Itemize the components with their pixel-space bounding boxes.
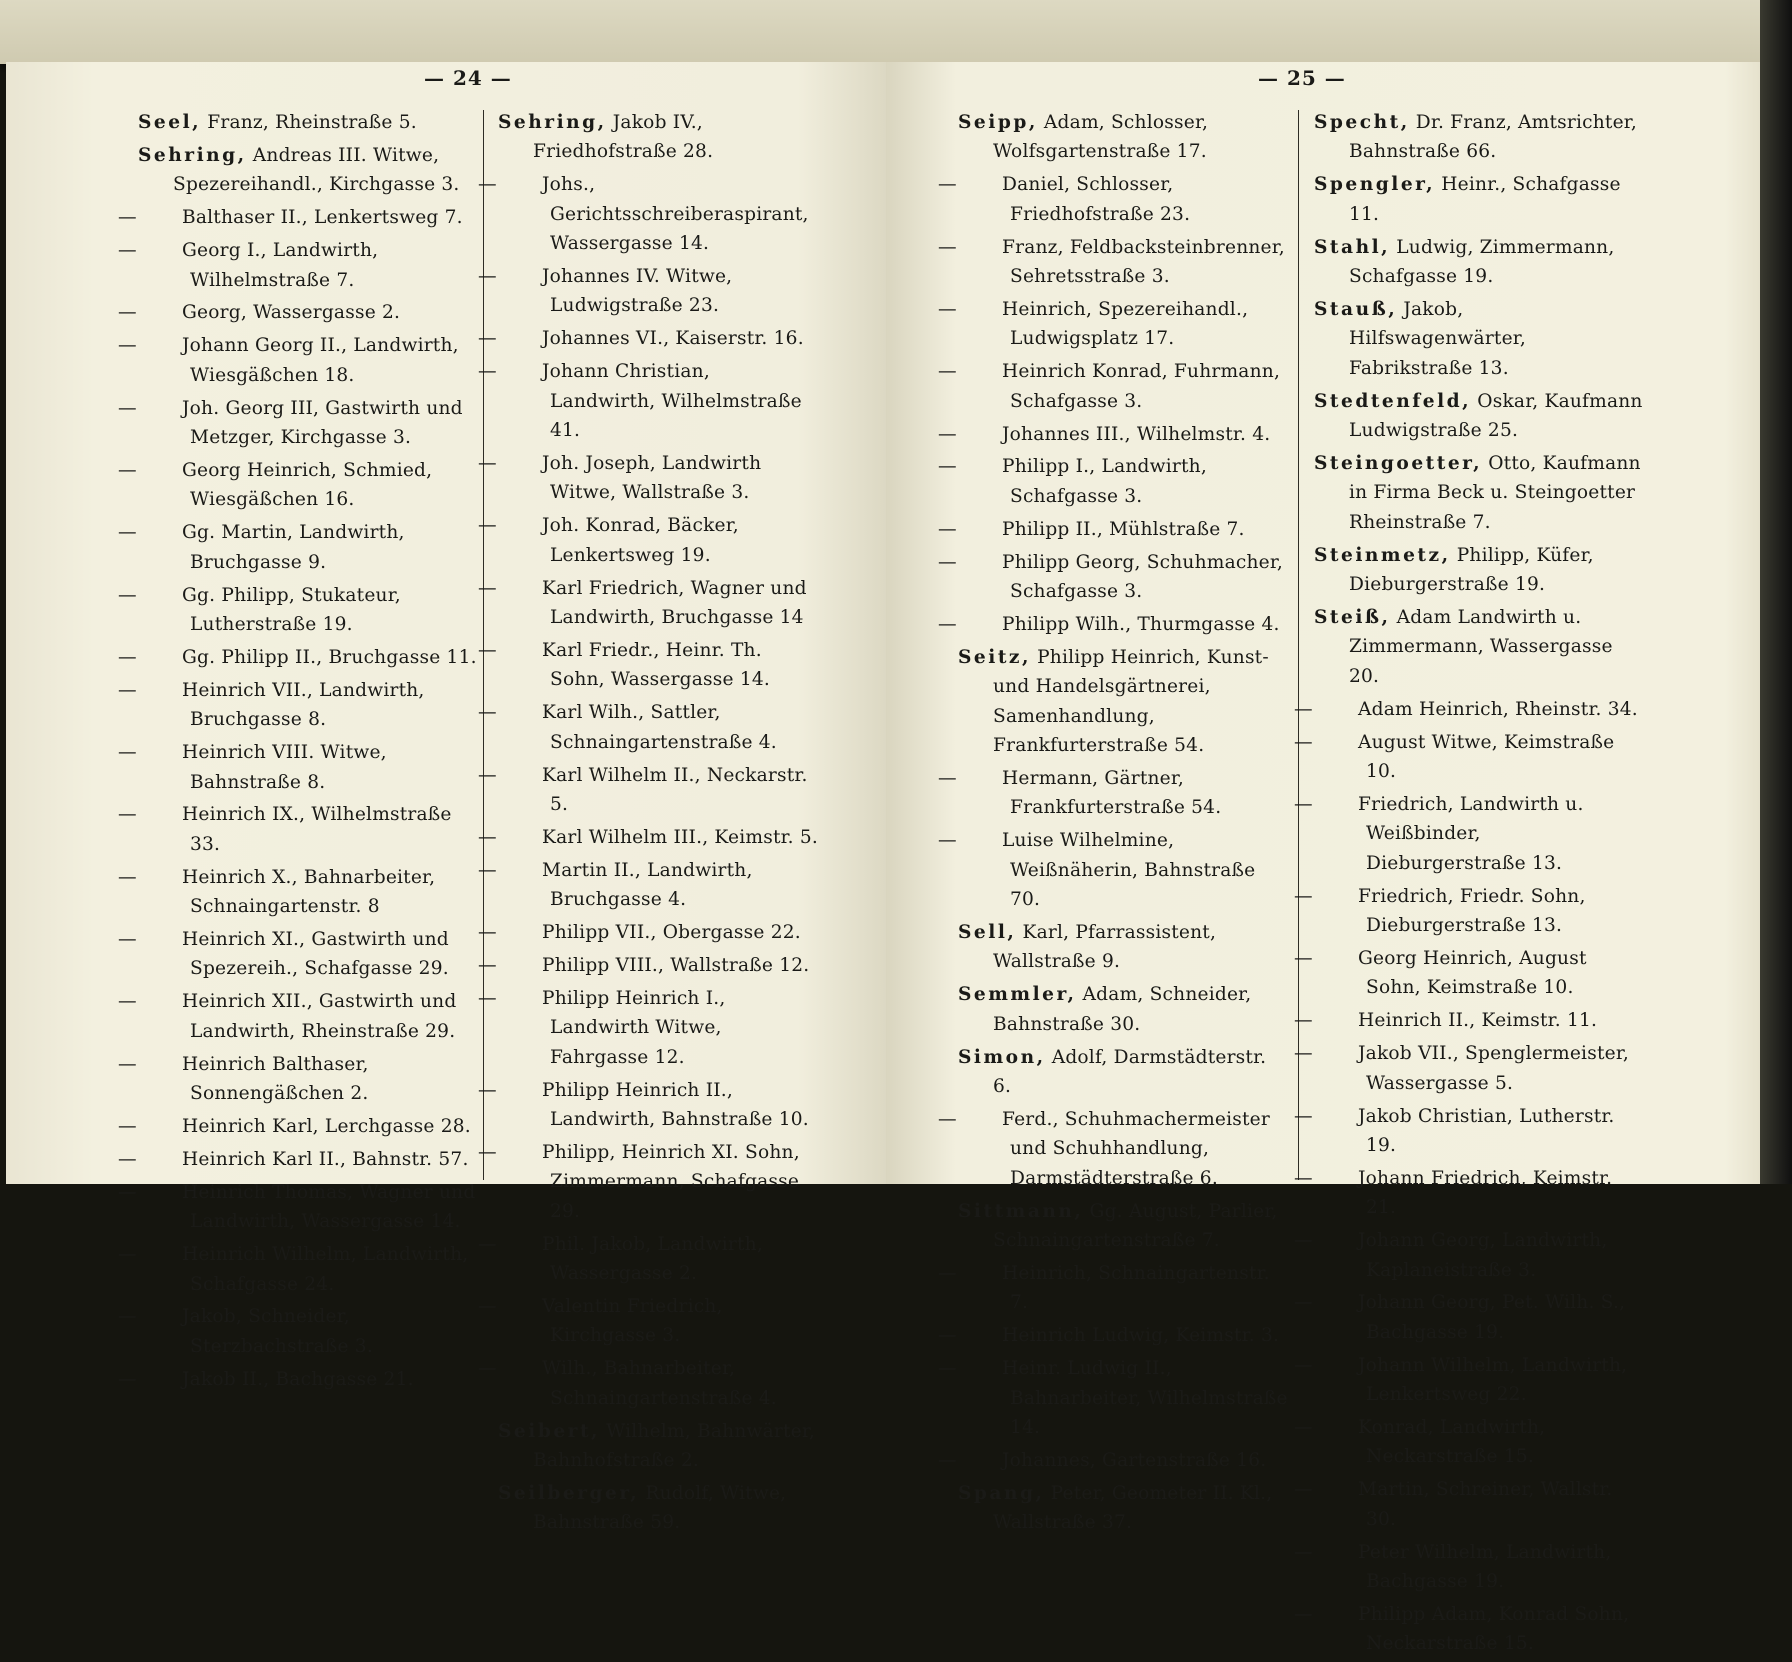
entry-text: Adolf, Darmstädterstr. 6.: [993, 1046, 1267, 1098]
repeat-dash: —: [938, 456, 957, 478]
directory-entry: [1314, 387, 1644, 446]
entry-text: Johannes III., Wilhelmstr. 4.: [1002, 423, 1271, 445]
entry-text: Johann Georg, Pet. Wilh. S., Bachgasse 19.: [1358, 1292, 1626, 1343]
entry-text: Gg. August, Parlier, Schnaingartenstraße 7.: [993, 1200, 1278, 1252]
repeat-dash: —: [118, 679, 137, 701]
page-number: — 24 —: [424, 66, 512, 90]
entry-text: Heinrich VIII. Witwe, Bahnstraße 8.: [182, 742, 387, 793]
repeat-dash: —: [1294, 1043, 1313, 1065]
repeat-dash: —: [938, 551, 957, 573]
entry-text: Ludwig, Zimmermann, Schafgasse 19.: [1349, 236, 1615, 288]
entry-surname: Specht,: [1314, 112, 1410, 133]
repeat-dash: —: [118, 1116, 137, 1137]
entry-text: Otto, Kaufmann in Firma Beck u. Steingoetter Rheinstraße 7.: [1349, 452, 1641, 533]
repeat-dash: —: [478, 1358, 497, 1380]
directory-entry: [478, 856, 820, 915]
entry-text: Luise Wilhelmine, Weißnäherin, Bahnstraße 70.: [1002, 830, 1256, 911]
directory-entry: [938, 1105, 1290, 1193]
directory-entry: [1314, 295, 1644, 383]
entry-text: Philipp II., Mühlstraße 7.: [1002, 518, 1245, 540]
repeat-dash: —: [478, 1295, 497, 1317]
book-edge: [1760, 0, 1792, 1184]
entry-text: Philipp VIII., Wallstraße 12.: [542, 954, 810, 976]
entry-text: Johann Georg, Landwirth, Kaplaneistraße 3.: [1358, 1230, 1608, 1281]
directory-entry: [118, 987, 478, 1046]
entry-text: Heinrich Wilhelm, Landwirth, Schafgasse 24.: [182, 1244, 469, 1295]
entry-surname: Sell,: [958, 922, 1017, 944]
repeat-dash: —: [938, 361, 957, 383]
repeat-dash: —: [118, 1181, 137, 1203]
directory-entry: [118, 331, 478, 390]
repeat-dash: —: [478, 987, 497, 1009]
directory-entry: [958, 918, 1290, 977]
repeat-dash: —: [478, 452, 497, 474]
page-left: [6, 62, 886, 1534]
directory-entry: [478, 823, 820, 852]
directory-entry: [1314, 233, 1644, 292]
directory-entry: [478, 511, 820, 570]
directory-entry: [938, 1354, 1290, 1442]
entry-text: Philipp Heinrich I., Landwirth Witwe, Fahrgasse 12.: [542, 987, 726, 1068]
directory-entry: [118, 203, 478, 232]
repeat-dash: —: [478, 328, 497, 350]
repeat-dash: —: [1294, 1230, 1313, 1252]
entry-text: Philipp Heinrich II., Landwirth, Bahnstraße 10.: [542, 1079, 809, 1130]
entry-text: Johann Friedrich, Keimstr. 21.: [1358, 1167, 1613, 1219]
entry-text: Rudolf, Witwe, Bahnstraße 59.: [533, 1482, 787, 1534]
repeat-dash: —: [1294, 885, 1313, 907]
column: [938, 108, 1290, 1541]
entry-text: Joh. Georg III, Gastwirth und Metzger, Kirchgasse 3.: [182, 397, 463, 449]
repeat-dash: —: [118, 991, 137, 1013]
repeat-dash: —: [118, 804, 137, 826]
directory-entry: [118, 643, 478, 672]
entry-surname: Spengler,: [1314, 174, 1436, 196]
directory-entry: [478, 984, 820, 1072]
entry-text: Jakob Christian, Lutherstr. 19.: [1358, 1105, 1615, 1156]
entry-text: Heinrich XI., Gastwirth und Spezereih., Schafgasse 29.: [182, 929, 449, 980]
repeat-dash: —: [938, 236, 957, 258]
directory-entry: [1294, 1006, 1644, 1035]
directory-entry: [498, 108, 820, 167]
entry-text: Jakob, Schneider, Sterzbachstraße 3.: [182, 1306, 373, 1357]
directory-entry: [1294, 695, 1644, 724]
entry-text: Karl Wilhelm III., Keimstr. 5.: [542, 826, 819, 848]
entry-text: Georg, Wassergasse 2.: [182, 302, 401, 324]
repeat-dash: —: [938, 298, 957, 320]
repeat-dash: —: [938, 174, 957, 196]
repeat-dash: —: [938, 768, 957, 790]
repeat-dash: —: [1294, 731, 1313, 753]
repeat-dash: —: [118, 207, 137, 229]
repeat-dash: —: [1294, 1354, 1313, 1376]
entry-text: Jakob II., Bachgasse 21.: [182, 1368, 414, 1390]
entry-text: Karl Friedrich, Wagner und Landwirth, Bruchgasse 14: [542, 577, 807, 628]
repeat-dash: —: [938, 1449, 957, 1471]
entry-text: Philipp, Küfer, Dieburgerstraße 19.: [1349, 544, 1594, 596]
directory-entry: [118, 581, 478, 640]
repeat-dash: —: [478, 266, 497, 288]
entry-surname: Steiß,: [1314, 607, 1391, 628]
entry-text: Martin, Schreiner, Wallstr. 30.: [1358, 1479, 1613, 1530]
directory-entry: [118, 863, 478, 922]
directory-entry: [938, 170, 1290, 229]
entry-text: Heinrich IX., Wilhelmstraße 33.: [182, 804, 452, 855]
repeat-dash: —: [1294, 1541, 1313, 1563]
previous-page-edge: [0, 0, 1760, 64]
directory-entry: [118, 1050, 478, 1109]
entry-text: Karl Friedr., Heinr. Th. Sohn, Wassergasse 14.: [542, 639, 771, 691]
directory-entry: [1294, 1288, 1644, 1347]
directory-entry: [118, 676, 478, 735]
repeat-dash: —: [118, 302, 137, 324]
entry-text: Balthaser II., Lenkertsweg 7.: [182, 207, 463, 229]
entry-surname: Semmler,: [958, 984, 1077, 1006]
repeat-dash: —: [1294, 947, 1313, 969]
entry-text: Philipp I., Landwirth, Schafgasse 3.: [1002, 456, 1207, 507]
repeat-dash: —: [478, 954, 497, 976]
directory-entry: [938, 357, 1290, 416]
repeat-dash: —: [478, 515, 497, 537]
entry-text: Adam Heinrich, Rheinstr. 34.: [1358, 698, 1638, 720]
repeat-dash: —: [118, 1368, 137, 1390]
directory-entry: [478, 449, 820, 508]
entry-text: Karl Wilh., Sattler, Schnaingartenstraße 4.: [542, 702, 777, 753]
page-right: [886, 62, 1760, 1655]
directory-entry: [938, 515, 1290, 544]
repeat-dash: —: [118, 1053, 137, 1075]
directory-entry: [938, 826, 1290, 914]
entry-text: Johann Georg II., Landwirth, Wiesgäßchen 18.: [182, 335, 459, 386]
entry-text: Friedrich, Friedr. Sohn, Dieburgerstraße 13.: [1358, 885, 1586, 937]
directory-entry: [938, 610, 1290, 639]
directory-entry: [1294, 1413, 1644, 1472]
entry-surname: Stedtenfeld,: [1314, 390, 1472, 412]
directory-entry: [1294, 1475, 1644, 1534]
entry-text: Friedrich, Landwirth u. Weißbinder, Dieburgerstraße 13.: [1358, 793, 1584, 874]
entry-text: Johannes, Gartenstraße 16.: [1002, 1449, 1267, 1471]
column: [478, 108, 820, 1541]
entry-surname: Seitz,: [958, 646, 1031, 668]
repeat-dash: —: [118, 646, 137, 668]
entry-text: Jakob, Hilfswagenwärter, Fabrikstraße 13.: [1349, 298, 1526, 379]
entry-text: Georg I., Landwirth, Wilhelmstraße 7.: [182, 240, 379, 291]
directory-entry: [1294, 1164, 1644, 1223]
repeat-dash: —: [938, 1325, 957, 1347]
entry-text: Franz, Rheinstraße 5.: [207, 112, 417, 133]
directory-entry: [1294, 790, 1644, 878]
directory-entry: [118, 394, 478, 453]
directory-entry: [118, 1145, 478, 1174]
directory-entry: [118, 1302, 478, 1361]
directory-entry: [938, 764, 1290, 823]
entry-surname: Spang,: [958, 1482, 1045, 1504]
entry-text: Heinrich Thomas, Wagner und Landwirth, Wassergasse 14.: [182, 1181, 476, 1233]
entry-surname: Seipp,: [958, 112, 1038, 133]
entry-text: Heinrich Karl II., Bahnstr. 57.: [182, 1148, 469, 1170]
directory-entry: [1294, 882, 1644, 941]
directory-entry: [958, 108, 1290, 167]
repeat-dash: —: [478, 1079, 497, 1101]
directory-entry: [478, 1138, 820, 1226]
entry-surname: Sehring,: [498, 112, 607, 133]
entry-text: Oskar, Kaufmann Ludwigstraße 25.: [1349, 390, 1643, 442]
entry-text: Philipp, Heinrich XI. Sohn, Zimmermann, Schafgasse 29.: [542, 1141, 800, 1222]
directory-entry: [958, 1479, 1290, 1538]
repeat-dash: —: [118, 240, 137, 262]
directory-entry: [478, 918, 820, 947]
entry-surname: Seel,: [138, 112, 202, 133]
directory-entry: [1294, 944, 1644, 1003]
entry-text: Adam, Schlosser, Wolfsgartenstraße 17.: [993, 112, 1209, 163]
repeat-dash: —: [118, 742, 137, 764]
entry-text: August Witwe, Keimstraße 10.: [1358, 731, 1615, 783]
repeat-dash: —: [938, 1109, 957, 1130]
directory-entry: [1314, 603, 1644, 691]
directory-entry: [1314, 108, 1644, 167]
entry-text: Andreas III. Witwe, Spezereihandl., Kirchgasse 3.: [173, 144, 460, 196]
directory-entry: [138, 108, 478, 137]
directory-entry: [118, 738, 478, 797]
entry-text: Heinrich VII., Landwirth, Bruchgasse 8.: [182, 679, 425, 731]
repeat-dash: —: [118, 459, 137, 481]
entry-surname: Stahl,: [1314, 236, 1391, 258]
entry-text: Martin II., Landwirth, Bruchgasse 4.: [542, 859, 753, 911]
directory-entry: [118, 1178, 478, 1237]
repeat-dash: —: [118, 397, 137, 419]
repeat-dash: —: [478, 639, 497, 661]
directory-entry: [938, 420, 1290, 449]
directory-entry: [118, 456, 478, 515]
entry-text: Philipp Wilh., Thurmgasse 4.: [1002, 614, 1280, 635]
repeat-dash: —: [938, 1263, 957, 1285]
entry-text: Adam, Schneider, Bahnstraße 30.: [993, 984, 1252, 1035]
entry-surname: Simon,: [958, 1046, 1046, 1068]
repeat-dash: —: [478, 174, 497, 196]
directory-entry: [938, 1446, 1290, 1475]
entry-text: Karl, Pfarrassistent, Wallstraße 9.: [993, 922, 1217, 973]
directory-entry: [478, 1354, 820, 1413]
entry-text: Philipp VII., Obergasse 22.: [542, 922, 801, 944]
entry-text: Heinrich Konrad, Fuhrmann, Schafgasse 3.: [1002, 361, 1281, 412]
entry-text: Jakob IV., Friedhofstraße 28.: [533, 112, 714, 163]
entry-text: Heinrich II., Keimstr. 11.: [1358, 1010, 1598, 1032]
repeat-dash: —: [478, 702, 497, 724]
repeat-dash: —: [118, 1306, 137, 1328]
entry-text: Johann Christian, Landwirth, Wilhelmstraße 41.: [542, 361, 802, 442]
repeat-dash: —: [118, 335, 137, 357]
entry-text: Joh. Joseph, Landwirth Witwe, Wallstraße 3.: [542, 452, 762, 504]
entry-text: Gg. Philipp, Stukateur, Lutherstraße 19.: [182, 584, 401, 635]
repeat-dash: —: [478, 1141, 497, 1163]
repeat-dash: —: [118, 1244, 137, 1266]
directory-entry: [478, 1230, 820, 1289]
entry-text: Johs., Gerichtsschreiberaspirant, Wassergasse 14.: [542, 174, 809, 255]
directory-entry: [938, 233, 1290, 292]
entry-surname: Seilberger,: [498, 1482, 640, 1504]
directory-entry: [478, 357, 820, 445]
entry-surname: Sehring,: [138, 144, 247, 166]
directory-entry: [1314, 170, 1644, 229]
entry-text: Joh. Konrad, Bäcker, Lenkertsweg 19.: [542, 515, 739, 566]
repeat-dash: —: [478, 764, 497, 786]
entry-surname: Steingoetter,: [1314, 452, 1483, 474]
repeat-dash: —: [478, 922, 497, 944]
entry-text: Karl Wilhelm II., Neckarstr. 5.: [542, 764, 808, 815]
page-number: — 25 —: [1258, 66, 1346, 90]
repeat-dash: —: [938, 518, 957, 540]
entry-text: Hermann, Gärtner, Frankfurterstraße 54.: [1002, 768, 1222, 819]
entry-text: Georg Heinrich, August Sohn, Keimstraße 10.: [1358, 947, 1587, 999]
entry-text: Gg. Philipp II., Bruchgasse 11.: [182, 646, 477, 668]
entry-text: Wilhelm, Bahnwärter, Bahnhofstraße 2.: [533, 1420, 816, 1471]
repeat-dash: —: [478, 826, 497, 848]
entry-text: Philipp Georg, Schuhmacher, Schafgasse 3.: [1002, 551, 1284, 603]
directory-entry: [118, 236, 478, 295]
repeat-dash: —: [938, 614, 957, 635]
directory-entry: [1294, 1538, 1644, 1597]
repeat-dash: —: [118, 584, 137, 606]
directory-entry: [478, 951, 820, 980]
entry-text: Peter, Geometer II. Kl., Wallstraße 37.: [993, 1482, 1273, 1534]
repeat-dash: —: [1294, 1604, 1313, 1625]
entry-surname: Stauß,: [1314, 298, 1398, 320]
repeat-dash: —: [1294, 1292, 1313, 1314]
repeat-dash: —: [1294, 1105, 1313, 1127]
directory-entry: [1294, 728, 1644, 787]
repeat-dash: —: [1294, 1010, 1313, 1032]
repeat-dash: —: [938, 423, 957, 445]
directory-entry: [938, 548, 1290, 607]
entry-text: Heinrich XII., Gastwirth und Landwirth, Rheinstraße 29.: [182, 991, 457, 1042]
repeat-dash: —: [118, 929, 137, 951]
directory-entry: [958, 643, 1290, 761]
directory-entry: [1294, 1039, 1644, 1098]
directory-entry: [118, 925, 478, 984]
column: [118, 108, 478, 1398]
directory-entry: [118, 298, 478, 327]
entry-text: Peter Wilhelm, Landwirth, Bachgasse 19.: [1358, 1541, 1612, 1593]
entry-text: Heinr., Schafgasse 11.: [1349, 174, 1621, 225]
directory-entry: [938, 1321, 1290, 1350]
column: [1294, 108, 1644, 1662]
repeat-dash: —: [1294, 1479, 1313, 1501]
directory-entry: [1314, 541, 1644, 600]
entry-text: Philipp Adam, Konrad Sohn, Neckarstraße 15.: [1358, 1604, 1630, 1655]
directory-entry: [478, 574, 820, 633]
directory-entry: [118, 1240, 478, 1299]
directory-entry: [478, 636, 820, 695]
entry-text: Ferd., Schuhmachermeister und Schuhhandlung, Darmstädterstraße 6.: [1002, 1109, 1270, 1189]
directory-entry: [138, 141, 478, 200]
directory-entry: [1314, 449, 1644, 537]
directory-entry: [118, 1112, 478, 1141]
entry-text: Konrad, Landwirth, Neckarstraße 15.: [1358, 1417, 1546, 1468]
repeat-dash: —: [938, 830, 957, 852]
repeat-dash: —: [938, 1358, 957, 1380]
entry-text: Phil. Jakob, Landwirth, Wassergasse 2.: [542, 1233, 763, 1285]
repeat-dash: —: [478, 859, 497, 881]
directory-entry: [478, 1076, 820, 1135]
repeat-dash: —: [118, 1148, 137, 1170]
entry-text: Heinrich Ludwig, Keimstr. 3.: [1002, 1325, 1280, 1347]
directory-entry: [938, 452, 1290, 511]
repeat-dash: —: [1294, 698, 1313, 720]
directory-entry: [1294, 1226, 1644, 1285]
entry-text: Heinrich, Schnaingartenstr. 7.: [1002, 1263, 1270, 1314]
repeat-dash: —: [118, 522, 137, 544]
entry-text: Heinrich X., Bahnarbeiter, Schnaingartenstr. 8: [182, 866, 436, 918]
directory-entry: [478, 262, 820, 321]
directory-entry: [958, 980, 1290, 1039]
directory-entry: [958, 1043, 1290, 1102]
directory-entry: [478, 170, 820, 258]
entry-text: Johannes IV. Witwe, Ludwigstraße 23.: [542, 266, 733, 317]
entry-surname: Sittmann,: [958, 1200, 1084, 1222]
directory-entry: [118, 518, 478, 577]
entry-text: Wilh., Bahnarbeiter, Schnaingartenstraße 4.: [542, 1358, 777, 1409]
directory-entry: [498, 1479, 820, 1538]
directory-entry: [938, 295, 1290, 354]
entry-text: Johann Wilhelm, Landwirth, Lenkertsweg 22.: [1358, 1354, 1628, 1406]
entry-text: Johannes VI., Kaiserstr. 16.: [542, 328, 804, 350]
entry-text: Adam Landwirth u. Zimmermann, Wassergasse 20.: [1349, 607, 1613, 687]
directory-entry: [1294, 1351, 1644, 1410]
repeat-dash: —: [478, 577, 497, 599]
repeat-dash: —: [1294, 1417, 1313, 1439]
entry-text: Heinr. Ludwig II., Bahnarbeiter, Wilhelmstraße 14.: [1002, 1358, 1288, 1439]
entry-text: Heinrich Balthaser, Sonnengäßchen 2.: [182, 1053, 369, 1105]
entry-text: Gg. Martin, Landwirth, Bruchgasse 9.: [182, 522, 405, 573]
entry-surname: Seibert,: [498, 1420, 601, 1442]
directory-entry: [1294, 1600, 1644, 1659]
directory-entry: [498, 1417, 820, 1476]
entry-text: Heinrich Karl, Lerchgasse 28.: [182, 1116, 471, 1137]
directory-entry: [938, 1259, 1290, 1318]
directory-entry: [118, 800, 478, 859]
entry-text: Dr. Franz, Amtsrichter, Bahnstraße 66.: [1349, 112, 1637, 163]
entry-text: Valentin Friedrich, Kirchgasse 3.: [542, 1295, 723, 1347]
directory-entry: [478, 761, 820, 820]
entry-text: Daniel, Schlosser, Friedhofstraße 23.: [1002, 174, 1191, 225]
directory-entry: [478, 698, 820, 757]
repeat-dash: —: [478, 361, 497, 383]
repeat-dash: —: [1294, 793, 1313, 815]
entry-text: Jakob VII., Spenglermeister, Wassergasse 5.: [1358, 1043, 1629, 1094]
entry-surname: Steinmetz,: [1314, 544, 1451, 566]
directory-entry: [958, 1197, 1290, 1256]
entry-text: Philipp Heinrich, Kunst- und Handelsgärtnerei, Samenhandlung, Frankfurterstraße 54.: [993, 646, 1269, 757]
repeat-dash: —: [1294, 1167, 1313, 1189]
repeat-dash: —: [478, 1233, 497, 1255]
entry-text: Franz, Feldbacksteinbrenner, Sehretsstraße 3.: [1002, 236, 1285, 288]
entry-text: Georg Heinrich, Schmied, Wiesgäßchen 16.: [182, 459, 433, 511]
directory-entry: [118, 1365, 478, 1394]
directory-entry: [478, 1292, 820, 1351]
entry-text: Heinrich, Spezereihandl., Ludwigsplatz 17.: [1002, 298, 1249, 350]
directory-entry: [478, 324, 820, 353]
directory-entry: [1294, 1102, 1644, 1161]
repeat-dash: —: [118, 866, 137, 888]
